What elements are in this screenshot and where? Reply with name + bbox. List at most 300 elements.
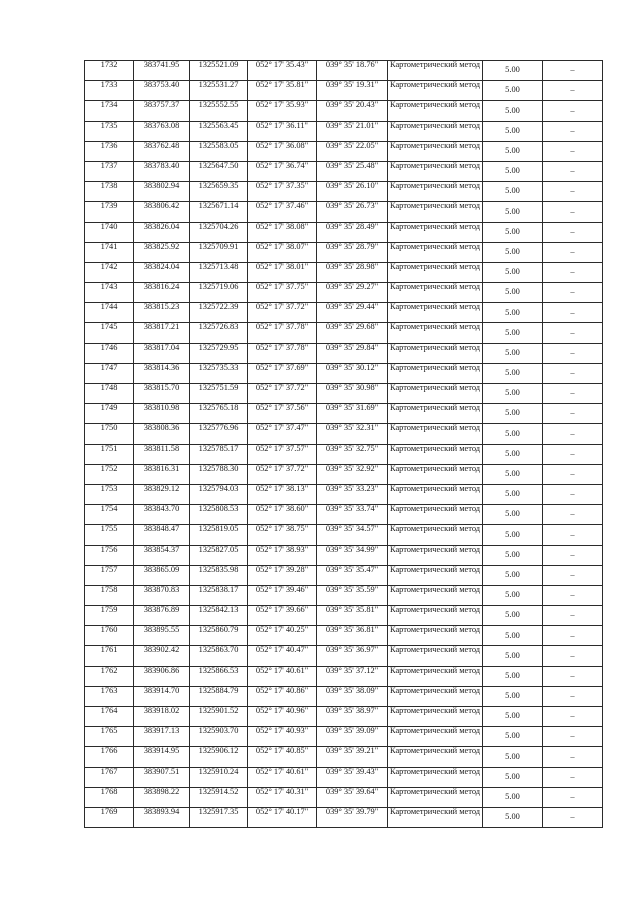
x-coordinate-cell: 383810.98 (134, 404, 190, 424)
y-coordinate-cell: 1325552.55 (190, 101, 248, 121)
method-cell: Картометрический метод (388, 303, 483, 323)
x-coordinate-cell: 383763.08 (134, 121, 190, 141)
method-cell: Картометрический метод (388, 343, 483, 363)
point-number-cell: 1766 (85, 747, 134, 767)
longitude-cell: 039° 35' 31.69" (317, 404, 388, 424)
table-row (85, 807, 603, 827)
accuracy-cell: 5.00 (483, 81, 543, 101)
longitude-cell: 039° 35' 22.05" (317, 141, 388, 161)
method-cell: Картометрический метод (388, 747, 483, 767)
x-coordinate-cell: 383802.94 (134, 182, 190, 202)
point-number-cell: 1743 (85, 283, 134, 303)
accuracy-cell: 5.00 (483, 404, 543, 424)
accuracy-cell: 5.00 (483, 424, 543, 444)
longitude-cell: 039° 35' 32.31" (317, 424, 388, 444)
table-row (85, 384, 603, 404)
longitude-cell: 039° 35' 29.27" (317, 283, 388, 303)
y-coordinate-cell: 1325794.03 (190, 484, 248, 504)
note-cell: – (543, 404, 603, 424)
x-coordinate-cell: 383816.24 (134, 283, 190, 303)
latitude-cell: 052° 17' 38.13" (248, 484, 317, 504)
y-coordinate-cell: 1325917.35 (190, 807, 248, 827)
note-cell: – (543, 182, 603, 202)
longitude-cell: 039° 35' 38.97" (317, 707, 388, 727)
accuracy-cell: 5.00 (483, 384, 543, 404)
x-coordinate-cell: 383918.02 (134, 707, 190, 727)
table-row (85, 606, 603, 626)
y-coordinate-cell: 1325722.39 (190, 303, 248, 323)
y-coordinate-cell: 1325842.13 (190, 606, 248, 626)
table-row (85, 707, 603, 727)
y-coordinate-cell: 1325819.05 (190, 525, 248, 545)
y-coordinate-cell: 1325906.12 (190, 747, 248, 767)
y-coordinate-cell: 1325838.17 (190, 585, 248, 605)
point-number-cell: 1747 (85, 363, 134, 383)
latitude-cell: 052° 17' 40.31" (248, 787, 317, 807)
latitude-cell: 052° 17' 40.25" (248, 626, 317, 646)
latitude-cell: 052° 17' 37.78" (248, 343, 317, 363)
method-cell: Картометрический метод (388, 707, 483, 727)
accuracy-cell: 5.00 (483, 202, 543, 222)
point-number-cell: 1769 (85, 807, 134, 827)
method-cell: Картометрический метод (388, 283, 483, 303)
x-coordinate-cell: 383902.42 (134, 646, 190, 666)
table-row (85, 323, 603, 343)
note-cell: – (543, 222, 603, 242)
x-coordinate-cell: 383895.55 (134, 626, 190, 646)
table-row (85, 444, 603, 464)
longitude-cell: 039° 35' 37.12" (317, 666, 388, 686)
method-cell: Картометрический метод (388, 363, 483, 383)
accuracy-cell: 5.00 (483, 545, 543, 565)
latitude-cell: 052° 17' 37.72" (248, 303, 317, 323)
x-coordinate-cell: 383906.86 (134, 666, 190, 686)
latitude-cell: 052° 17' 37.56" (248, 404, 317, 424)
longitude-cell: 039° 35' 36.97" (317, 646, 388, 666)
method-cell: Картометрический метод (388, 81, 483, 101)
point-number-cell: 1768 (85, 787, 134, 807)
note-cell: – (543, 707, 603, 727)
x-coordinate-cell: 383817.04 (134, 343, 190, 363)
longitude-cell: 039° 35' 32.92" (317, 464, 388, 484)
point-number-cell: 1745 (85, 323, 134, 343)
y-coordinate-cell: 1325785.17 (190, 444, 248, 464)
x-coordinate-cell: 383815.23 (134, 303, 190, 323)
point-number-cell: 1746 (85, 343, 134, 363)
accuracy-cell: 5.00 (483, 61, 543, 81)
x-coordinate-cell: 383870.83 (134, 585, 190, 605)
point-number-cell: 1752 (85, 464, 134, 484)
table-row (85, 242, 603, 262)
method-cell: Картометрический метод (388, 807, 483, 827)
point-number-cell: 1757 (85, 565, 134, 585)
table-row (85, 767, 603, 787)
x-coordinate-cell: 383806.42 (134, 202, 190, 222)
longitude-cell: 039° 35' 34.99" (317, 545, 388, 565)
y-coordinate-cell: 1325709.91 (190, 242, 248, 262)
latitude-cell: 052° 17' 37.72" (248, 384, 317, 404)
table-row (85, 464, 603, 484)
note-cell: – (543, 585, 603, 605)
longitude-cell: 039° 35' 28.49" (317, 222, 388, 242)
method-cell: Картометрический метод (388, 787, 483, 807)
longitude-cell: 039° 35' 18.76" (317, 61, 388, 81)
method-cell: Картометрический метод (388, 505, 483, 525)
y-coordinate-cell: 1325719.06 (190, 283, 248, 303)
table-row (85, 202, 603, 222)
y-coordinate-cell: 1325863.70 (190, 646, 248, 666)
point-number-cell: 1764 (85, 707, 134, 727)
method-cell: Картометрический метод (388, 626, 483, 646)
accuracy-cell: 5.00 (483, 121, 543, 141)
table-row (85, 262, 603, 282)
accuracy-cell: 5.00 (483, 484, 543, 504)
method-cell: Картометрический метод (388, 202, 483, 222)
longitude-cell: 039° 35' 39.79" (317, 807, 388, 827)
latitude-cell: 052° 17' 40.61" (248, 666, 317, 686)
longitude-cell: 039° 35' 39.64" (317, 787, 388, 807)
longitude-cell: 039° 35' 28.79" (317, 242, 388, 262)
note-cell: – (543, 101, 603, 121)
latitude-cell: 052° 17' 38.07" (248, 242, 317, 262)
method-cell: Картометрический метод (388, 61, 483, 81)
method-cell: Картометрический метод (388, 323, 483, 343)
method-cell: Картометрический метод (388, 666, 483, 686)
note-cell: – (543, 202, 603, 222)
accuracy-cell: 5.00 (483, 222, 543, 242)
point-number-cell: 1736 (85, 141, 134, 161)
method-cell: Картометрический метод (388, 767, 483, 787)
accuracy-cell: 5.00 (483, 363, 543, 383)
note-cell: – (543, 767, 603, 787)
longitude-cell: 039° 35' 29.44" (317, 303, 388, 323)
x-coordinate-cell: 383815.70 (134, 384, 190, 404)
longitude-cell: 039° 35' 39.09" (317, 727, 388, 747)
table-row (85, 565, 603, 585)
note-cell: – (543, 545, 603, 565)
point-number-cell: 1742 (85, 262, 134, 282)
latitude-cell: 052° 17' 36.74" (248, 161, 317, 181)
point-number-cell: 1763 (85, 686, 134, 706)
latitude-cell: 052° 17' 40.96" (248, 707, 317, 727)
method-cell: Картометрический метод (388, 545, 483, 565)
point-number-cell: 1744 (85, 303, 134, 323)
longitude-cell: 039° 35' 34.57" (317, 525, 388, 545)
note-cell: – (543, 323, 603, 343)
longitude-cell: 039° 35' 26.73" (317, 202, 388, 222)
accuracy-cell: 5.00 (483, 101, 543, 121)
latitude-cell: 052° 17' 35.81" (248, 81, 317, 101)
table-row (85, 141, 603, 161)
table-row (85, 121, 603, 141)
accuracy-cell: 5.00 (483, 747, 543, 767)
table-row (85, 363, 603, 383)
note-cell: – (543, 61, 603, 81)
point-number-cell: 1758 (85, 585, 134, 605)
y-coordinate-cell: 1325835.98 (190, 565, 248, 585)
point-number-cell: 1739 (85, 202, 134, 222)
longitude-cell: 039° 35' 19.31" (317, 81, 388, 101)
note-cell: – (543, 121, 603, 141)
latitude-cell: 052° 17' 37.78" (248, 323, 317, 343)
accuracy-cell: 5.00 (483, 807, 543, 827)
y-coordinate-cell: 1325860.79 (190, 626, 248, 646)
method-cell: Картометрический метод (388, 384, 483, 404)
point-number-cell: 1755 (85, 525, 134, 545)
note-cell: – (543, 283, 603, 303)
table-row (85, 525, 603, 545)
accuracy-cell: 5.00 (483, 686, 543, 706)
y-coordinate-cell: 1325713.48 (190, 262, 248, 282)
longitude-cell: 039° 35' 29.84" (317, 343, 388, 363)
point-number-cell: 1754 (85, 505, 134, 525)
note-cell: – (543, 727, 603, 747)
note-cell: – (543, 787, 603, 807)
method-cell: Картометрический метод (388, 444, 483, 464)
longitude-cell: 039° 35' 35.81" (317, 606, 388, 626)
y-coordinate-cell: 1325788.30 (190, 464, 248, 484)
latitude-cell: 052° 17' 35.93" (248, 101, 317, 121)
note-cell: – (543, 161, 603, 181)
y-coordinate-cell: 1325910.24 (190, 767, 248, 787)
point-number-cell: 1733 (85, 81, 134, 101)
latitude-cell: 052° 17' 40.85" (248, 747, 317, 767)
x-coordinate-cell: 383808.36 (134, 424, 190, 444)
latitude-cell: 052° 17' 37.35" (248, 182, 317, 202)
accuracy-cell: 5.00 (483, 666, 543, 686)
method-cell: Картометрический метод (388, 404, 483, 424)
method-cell: Картометрический метод (388, 464, 483, 484)
longitude-cell: 039° 35' 35.59" (317, 585, 388, 605)
latitude-cell: 052° 17' 40.86" (248, 686, 317, 706)
latitude-cell: 052° 17' 40.93" (248, 727, 317, 747)
accuracy-cell: 5.00 (483, 182, 543, 202)
method-cell: Картометрический метод (388, 585, 483, 605)
accuracy-cell: 5.00 (483, 767, 543, 787)
coordinates-table (84, 60, 603, 828)
latitude-cell: 052° 17' 38.60" (248, 505, 317, 525)
note-cell: – (543, 747, 603, 767)
note-cell: – (543, 525, 603, 545)
point-number-cell: 1753 (85, 484, 134, 504)
x-coordinate-cell: 383829.12 (134, 484, 190, 504)
x-coordinate-cell: 383783.40 (134, 161, 190, 181)
latitude-cell: 052° 17' 35.43" (248, 61, 317, 81)
method-cell: Картометрический метод (388, 646, 483, 666)
table-row (85, 161, 603, 181)
y-coordinate-cell: 1325751.59 (190, 384, 248, 404)
table-row (85, 404, 603, 424)
x-coordinate-cell: 383907.51 (134, 767, 190, 787)
latitude-cell: 052° 17' 40.61" (248, 767, 317, 787)
accuracy-cell: 5.00 (483, 141, 543, 161)
x-coordinate-cell: 383848.47 (134, 525, 190, 545)
method-cell: Картометрический метод (388, 242, 483, 262)
note-cell: – (543, 343, 603, 363)
method-cell: Картометрический метод (388, 525, 483, 545)
x-coordinate-cell: 383753.40 (134, 81, 190, 101)
note-cell: – (543, 484, 603, 504)
longitude-cell: 039° 35' 35.47" (317, 565, 388, 585)
table-row (85, 505, 603, 525)
table-row (85, 686, 603, 706)
longitude-cell: 039° 35' 21.01" (317, 121, 388, 141)
note-cell: – (543, 666, 603, 686)
latitude-cell: 052° 17' 36.08" (248, 141, 317, 161)
note-cell: – (543, 464, 603, 484)
note-cell: – (543, 384, 603, 404)
point-number-cell: 1760 (85, 626, 134, 646)
latitude-cell: 052° 17' 40.17" (248, 807, 317, 827)
accuracy-cell: 5.00 (483, 262, 543, 282)
accuracy-cell: 5.00 (483, 242, 543, 262)
table-row (85, 222, 603, 242)
latitude-cell: 052° 17' 36.11" (248, 121, 317, 141)
table-row (85, 585, 603, 605)
x-coordinate-cell: 383811.58 (134, 444, 190, 464)
latitude-cell: 052° 17' 37.47" (248, 424, 317, 444)
accuracy-cell: 5.00 (483, 464, 543, 484)
longitude-cell: 039° 35' 26.10" (317, 182, 388, 202)
x-coordinate-cell: 383825.92 (134, 242, 190, 262)
x-coordinate-cell: 383741.95 (134, 61, 190, 81)
latitude-cell: 052° 17' 39.66" (248, 606, 317, 626)
note-cell: – (543, 505, 603, 525)
x-coordinate-cell: 383757.37 (134, 101, 190, 121)
y-coordinate-cell: 1325647.50 (190, 161, 248, 181)
method-cell: Картометрический метод (388, 121, 483, 141)
x-coordinate-cell: 383854.37 (134, 545, 190, 565)
method-cell: Картометрический метод (388, 182, 483, 202)
y-coordinate-cell: 1325726.83 (190, 323, 248, 343)
table-row (85, 666, 603, 686)
method-cell: Картометрический метод (388, 606, 483, 626)
point-number-cell: 1740 (85, 222, 134, 242)
latitude-cell: 052° 17' 39.46" (248, 585, 317, 605)
longitude-cell: 039° 35' 39.43" (317, 767, 388, 787)
accuracy-cell: 5.00 (483, 626, 543, 646)
latitude-cell: 052° 17' 40.47" (248, 646, 317, 666)
y-coordinate-cell: 1325531.27 (190, 81, 248, 101)
latitude-cell: 052° 17' 37.75" (248, 283, 317, 303)
latitude-cell: 052° 17' 38.75" (248, 525, 317, 545)
y-coordinate-cell: 1325866.53 (190, 666, 248, 686)
table-row (85, 343, 603, 363)
longitude-cell: 039° 35' 30.12" (317, 363, 388, 383)
table-row (85, 182, 603, 202)
y-coordinate-cell: 1325808.53 (190, 505, 248, 525)
note-cell: – (543, 242, 603, 262)
note-cell: – (543, 626, 603, 646)
longitude-cell: 039° 35' 25.48" (317, 161, 388, 181)
note-cell: – (543, 424, 603, 444)
accuracy-cell: 5.00 (483, 323, 543, 343)
accuracy-cell: 5.00 (483, 303, 543, 323)
latitude-cell: 052° 17' 37.57" (248, 444, 317, 464)
y-coordinate-cell: 1325914.52 (190, 787, 248, 807)
longitude-cell: 039° 35' 29.68" (317, 323, 388, 343)
note-cell: – (543, 646, 603, 666)
latitude-cell: 052° 17' 38.93" (248, 545, 317, 565)
longitude-cell: 039° 35' 39.21" (317, 747, 388, 767)
point-number-cell: 1750 (85, 424, 134, 444)
y-coordinate-cell: 1325659.35 (190, 182, 248, 202)
y-coordinate-cell: 1325704.26 (190, 222, 248, 242)
accuracy-cell: 5.00 (483, 606, 543, 626)
point-number-cell: 1759 (85, 606, 134, 626)
point-number-cell: 1765 (85, 727, 134, 747)
accuracy-cell: 5.00 (483, 343, 543, 363)
method-cell: Картометрический метод (388, 101, 483, 121)
point-number-cell: 1762 (85, 666, 134, 686)
x-coordinate-cell: 383876.89 (134, 606, 190, 626)
note-cell: – (543, 686, 603, 706)
table-row (85, 646, 603, 666)
point-number-cell: 1735 (85, 121, 134, 141)
y-coordinate-cell: 1325776.96 (190, 424, 248, 444)
x-coordinate-cell: 383817.21 (134, 323, 190, 343)
accuracy-cell: 5.00 (483, 707, 543, 727)
table-row (85, 81, 603, 101)
accuracy-cell: 5.00 (483, 505, 543, 525)
point-number-cell: 1749 (85, 404, 134, 424)
latitude-cell: 052° 17' 37.72" (248, 464, 317, 484)
table-row (85, 101, 603, 121)
table-row (85, 424, 603, 444)
x-coordinate-cell: 383762.48 (134, 141, 190, 161)
note-cell: – (543, 807, 603, 827)
point-number-cell: 1738 (85, 182, 134, 202)
y-coordinate-cell: 1325903.70 (190, 727, 248, 747)
accuracy-cell: 5.00 (483, 565, 543, 585)
latitude-cell: 052° 17' 37.46" (248, 202, 317, 222)
point-number-cell: 1761 (85, 646, 134, 666)
table-row (85, 484, 603, 504)
method-cell: Картометрический метод (388, 686, 483, 706)
y-coordinate-cell: 1325563.45 (190, 121, 248, 141)
y-coordinate-cell: 1325901.52 (190, 707, 248, 727)
x-coordinate-cell: 383914.70 (134, 686, 190, 706)
y-coordinate-cell: 1325884.79 (190, 686, 248, 706)
longitude-cell: 039° 35' 33.23" (317, 484, 388, 504)
table-row (85, 626, 603, 646)
method-cell: Картометрический метод (388, 141, 483, 161)
latitude-cell: 052° 17' 37.69" (248, 363, 317, 383)
note-cell: – (543, 262, 603, 282)
y-coordinate-cell: 1325765.18 (190, 404, 248, 424)
note-cell: – (543, 565, 603, 585)
x-coordinate-cell: 383914.95 (134, 747, 190, 767)
x-coordinate-cell: 383826.04 (134, 222, 190, 242)
table-row (85, 283, 603, 303)
method-cell: Картометрический метод (388, 222, 483, 242)
x-coordinate-cell: 383843.70 (134, 505, 190, 525)
longitude-cell: 039° 35' 20.43" (317, 101, 388, 121)
x-coordinate-cell: 383917.13 (134, 727, 190, 747)
method-cell: Картометрический метод (388, 727, 483, 747)
longitude-cell: 039° 35' 28.98" (317, 262, 388, 282)
point-number-cell: 1751 (85, 444, 134, 464)
table-row (85, 727, 603, 747)
point-number-cell: 1741 (85, 242, 134, 262)
method-cell: Картометрический метод (388, 484, 483, 504)
note-cell: – (543, 141, 603, 161)
y-coordinate-cell: 1325583.05 (190, 141, 248, 161)
accuracy-cell: 5.00 (483, 727, 543, 747)
point-number-cell: 1737 (85, 161, 134, 181)
table-row (85, 303, 603, 323)
note-cell: – (543, 81, 603, 101)
